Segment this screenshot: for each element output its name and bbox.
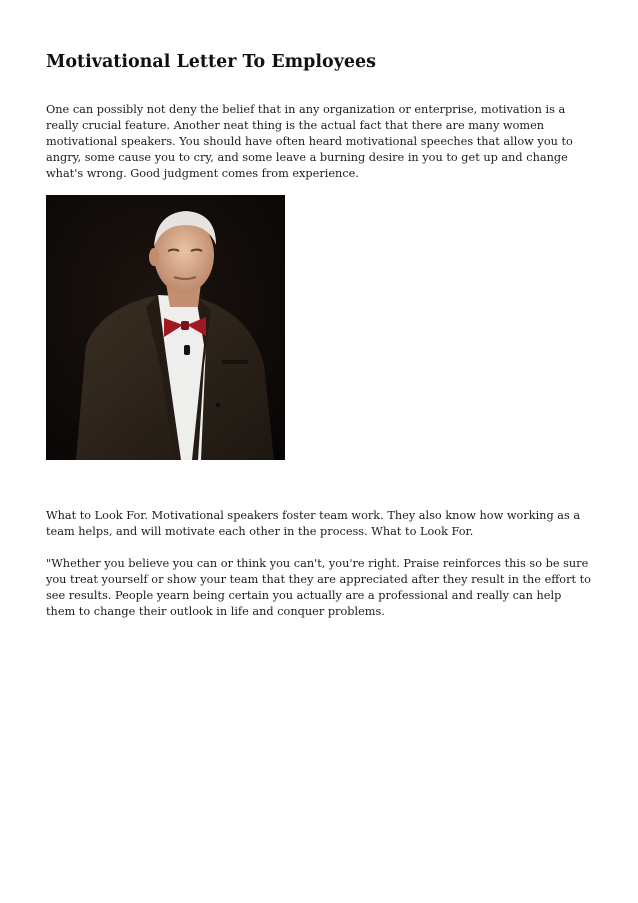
speaker-photo (46, 195, 285, 460)
speaker-photo-illustration (46, 195, 285, 460)
document-title: Motivational Letter To Employees (46, 52, 377, 72)
paragraph-quote: "Whether you believe you can or think you can't, you're right. Praise reinforces this so be sure you treat yourself or show your team that they are appreciated after they result in the effort to see results. People yearn being certain you actually are a professional and really can help them to change their outlook in life and conquer problems. (46, 557, 591, 618)
paragraph-intro: One can possibly not deny the belief that in any organization or enterprise, motivation is a really crucial feature. Another neat thing is the actual fact that there are many women motivational speakers. You should have often heard motivational speeches that allow you to angry, some cause you to cry, and some leave a burning desire in you to get up and change what's wrong. Good judgment comes from experience. (46, 103, 573, 180)
paragraph-what-to-look-for: What to Look For. Motivational speakers foster team work. They also know how working as a team helps, and will motivate each other in the process. What to Look For. (46, 509, 581, 538)
